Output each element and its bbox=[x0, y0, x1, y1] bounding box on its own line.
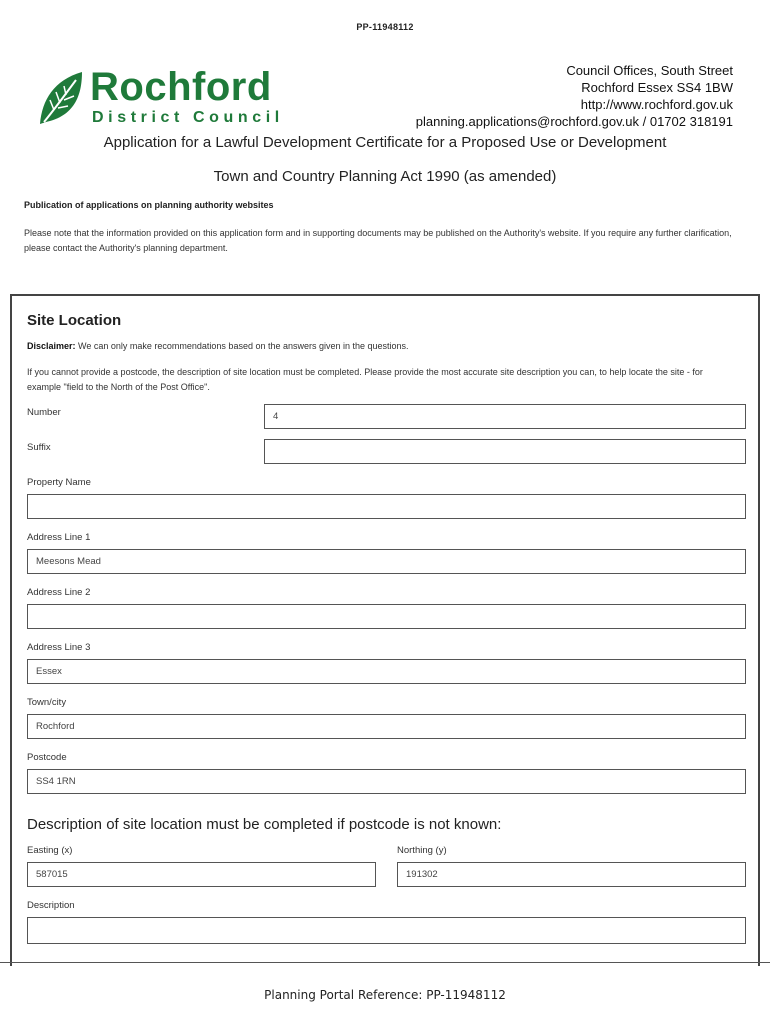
council-address bbox=[416, 62, 733, 130]
section-title: Site Location bbox=[27, 312, 122, 329]
disclaimer bbox=[27, 341, 409, 351]
footer-reference: Planning Portal Reference: PP-11948112 bbox=[264, 988, 506, 1002]
website-link[interactable]: http://www.rochford.gov.uk bbox=[580, 97, 733, 112]
description-field[interactable] bbox=[27, 917, 746, 944]
reference-number: PP-11948112 bbox=[356, 22, 414, 32]
disclaimer-text: We can only make recommendations based on the answers given in the questions. bbox=[75, 341, 409, 351]
site-location-panel bbox=[10, 294, 760, 966]
northing-label: Northing (y) bbox=[397, 845, 447, 856]
site-info-text: If you cannot provide a postcode, the description of site location must be completed. Please provide the most accurate site description you can, to help locate the site - for example "field to the North of the Post Office". bbox=[27, 367, 703, 392]
act-title: Town and Country Planning Act 1990 (as amended) bbox=[213, 168, 557, 185]
publication-heading: Publication of applications on planning authority websites bbox=[24, 200, 274, 210]
address-line-3-label: Address Line 3 bbox=[27, 642, 91, 653]
disclaimer-label: Disclaimer: bbox=[27, 341, 76, 351]
publication-text: Please note that the information provided on this application form and in supporting documents may be published on the Authority's website. If you require any further clarification, please contact the Authority's planning department. bbox=[24, 228, 732, 253]
description-label: Description bbox=[27, 900, 75, 911]
page-divider bbox=[0, 962, 770, 963]
address-line-2: Rochford Essex SS4 1BW bbox=[581, 80, 733, 95]
northing-field[interactable]: 191302 bbox=[397, 862, 746, 887]
address-line-3-field[interactable]: Essex bbox=[27, 659, 746, 684]
number-label: Number bbox=[27, 407, 61, 418]
postcode-label: Postcode bbox=[27, 752, 67, 763]
town-field[interactable]: Rochford bbox=[27, 714, 746, 739]
form-title: Application for a Lawful Development Certificate for a Proposed Use or Development bbox=[103, 134, 667, 151]
logo-subtitle: District Council bbox=[92, 109, 284, 126]
easting-label: Easting (x) bbox=[27, 845, 73, 856]
address-line-2-label: Address Line 2 bbox=[27, 587, 91, 598]
property-name-field[interactable] bbox=[27, 494, 746, 519]
postcode-field[interactable]: SS4 1RN bbox=[27, 769, 746, 794]
contact-line[interactable]: planning.applications@rochford.gov.uk / 01702 318191 bbox=[415, 114, 733, 129]
address-line-1-label: Address Line 1 bbox=[27, 532, 91, 543]
address-line-1: Council Offices, South Street bbox=[566, 63, 733, 78]
logo-name: Rochford bbox=[90, 65, 272, 109]
suffix-label: Suffix bbox=[27, 442, 51, 453]
property-name-label: Property Name bbox=[27, 477, 91, 488]
leaf-icon bbox=[36, 70, 88, 128]
easting-field[interactable]: 587015 bbox=[27, 862, 376, 887]
council-logo bbox=[36, 65, 316, 132]
address-line-1-field[interactable]: Meesons Mead bbox=[27, 549, 746, 574]
suffix-field[interactable] bbox=[264, 439, 746, 464]
number-field[interactable]: 4 bbox=[264, 404, 746, 429]
description-heading: Description of site location must be completed if postcode is not known: bbox=[27, 816, 502, 833]
town-label: Town/city bbox=[27, 697, 67, 708]
address-line-2-field[interactable] bbox=[27, 604, 746, 629]
